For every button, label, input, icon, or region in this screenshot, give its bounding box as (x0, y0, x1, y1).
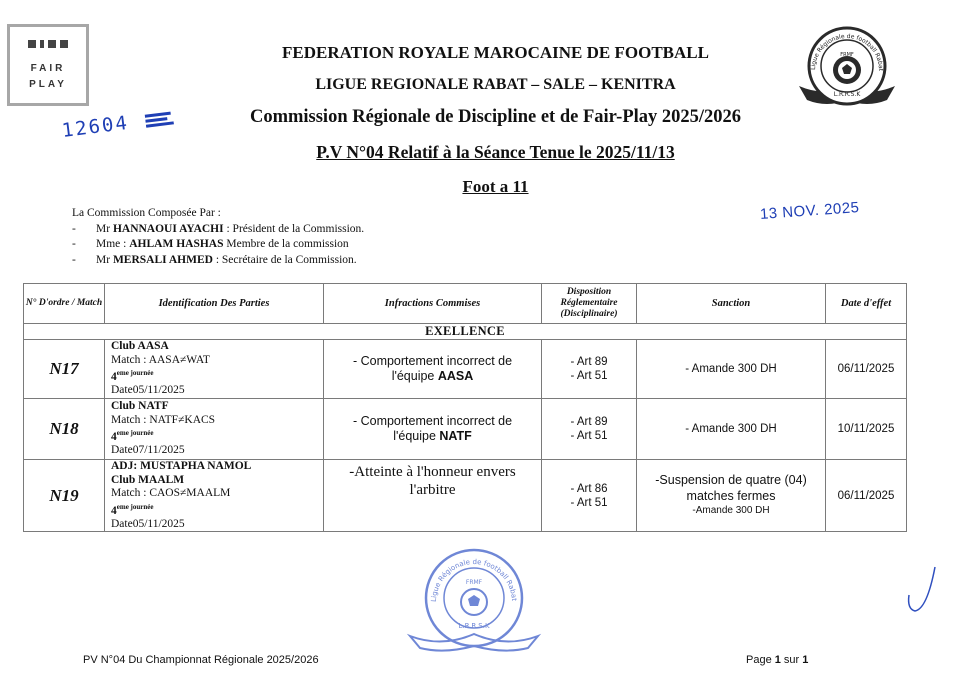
page-separator: sur (780, 654, 803, 666)
row-disposition (542, 399, 637, 460)
match-line: Match : CAOS≠MAALM (111, 487, 231, 499)
header-date: Date d'effet (826, 284, 907, 324)
league-logo-abbr: L.R.R.S.K (833, 91, 861, 98)
member-role: : Président de la Commission. (223, 222, 365, 235)
member-title: Mme : (96, 238, 130, 250)
fairplay-line1: FAIR (30, 63, 66, 74)
header-sanction: Sanction (637, 284, 826, 324)
row-order: N18 (24, 399, 105, 460)
journee-suffix: eme journée (116, 369, 154, 378)
commission-intro: La Commission Composée Par : (72, 207, 221, 219)
commission-title: Commission Régionale de Discipline et de Fair-Play 2025/2026 (249, 107, 742, 127)
row-disposition (542, 460, 637, 532)
date-line: Date05/11/2025 (111, 517, 185, 530)
referee-assistant: ADJ: MUSTAPHA NAMOL (111, 460, 252, 472)
infraction-team: AASA (437, 369, 474, 383)
header-infractions: Infractions Commises (324, 284, 542, 324)
stamp-number: 12604 (60, 111, 131, 142)
club-name: Club AASA (111, 340, 169, 353)
date-line: Date07/11/2025 (111, 444, 185, 457)
federation-title: FEDERATION ROYALE MAROCAINE DE FOOTBALL (282, 43, 709, 62)
league-logo-inner: FRMF (840, 52, 854, 58)
league-title: LIGUE REGIONALE RABAT – SALE – KENITRA (315, 76, 676, 93)
article-line: - Art 51 (570, 430, 608, 442)
match-line: Match : AASA≠WAT (111, 353, 210, 366)
row-infraction (324, 399, 542, 460)
page-current: 1 (774, 654, 781, 666)
table-row (24, 340, 907, 399)
journee-suffix: eme journée (116, 502, 154, 511)
member-title: Mr (96, 253, 113, 266)
article-line: - Art 89 (570, 416, 608, 428)
row-order: N19 (24, 460, 105, 532)
table-row (24, 399, 907, 460)
article-line: - Art 51 (570, 496, 608, 509)
header-order: N° D'ordre / Match (24, 284, 105, 324)
commission-members (72, 206, 364, 268)
journee-line (111, 501, 323, 518)
article-line: - Art 86 (570, 482, 608, 495)
match-line: Match : NATF≠KACS (111, 413, 216, 426)
page-number (746, 654, 808, 666)
league-logo-ring-text: Ligue Régionale de football Rabat (809, 32, 885, 72)
member-name: MERSALI AHMED (112, 253, 213, 266)
date-stamp: 13 NOV. 2025 (759, 199, 861, 223)
member-role: : Secrétaire de la Commission. (212, 253, 357, 266)
row-identification (105, 460, 324, 532)
member-row: - Mr MERSALI AHMED : Secrétaire de la Commission. (72, 253, 357, 266)
row-sanction (637, 460, 826, 532)
article-line: - Art 51 (570, 370, 608, 382)
infraction-team: NATF (439, 429, 472, 443)
date-line: Date05/11/2025 (111, 384, 185, 397)
row-identification (105, 340, 324, 399)
stamp-abbr: L.R.R.S.K (458, 622, 490, 630)
section-label: EXELLENCE (24, 324, 907, 340)
member-name: AHLAM HASHAS (129, 238, 224, 250)
row-identification (105, 399, 324, 460)
member-name: HANNAOUI AYACHI (112, 222, 224, 235)
category-title: Foot a 11 (462, 177, 529, 196)
infraction-text: - Comportement incorrect de l'équipe (352, 414, 513, 443)
sanction-sub: -Amande 300 DH (692, 505, 770, 517)
header-identification: Identification Des Parties (105, 284, 324, 324)
footer-title: PV N°04 Du Championnat Régionale 2025/2026 (83, 654, 319, 666)
row-infraction: -Atteinte à l'honneur envers l'arbitre (324, 460, 542, 532)
stamp-ring-text: Ligue Régionale de football Rabat (429, 557, 519, 603)
league-round-stamp (404, 544, 544, 654)
row-disposition (542, 340, 637, 399)
row-infraction (324, 340, 542, 399)
section-row (24, 324, 907, 340)
sanctions-table (23, 283, 907, 532)
row-order: N17 (24, 340, 105, 399)
club-name: Club MAALM (111, 473, 185, 486)
sanction-main: -Suspension de quatre (04) matches fermes (655, 473, 807, 503)
row-sanction: - Amande 300 DH (637, 399, 826, 460)
page-prefix: Page (746, 654, 775, 666)
journee-suffix: eme journée (116, 429, 154, 438)
row-effect-date: 06/11/2025 (826, 340, 907, 399)
signature-check-icon (905, 565, 945, 620)
journee-number: 4 (111, 370, 117, 383)
journee-line (111, 427, 323, 444)
pv-title: P.V N°04 Relatif à la Séance Tenue le 2025/11/13 (316, 142, 675, 162)
infraction-text: - Comportement incorrect de l'équipe (352, 354, 513, 383)
member-title: Mr (96, 222, 113, 235)
journee-number: 4 (111, 430, 117, 443)
table-row (24, 460, 907, 532)
member-row: - Mr HANNAOUI AYACHI : Président de la Commission. (72, 222, 365, 235)
row-effect-date: 10/11/2025 (826, 399, 907, 460)
club-name: Club NATF (111, 400, 169, 413)
row-sanction: - Amande 300 DH (637, 340, 826, 399)
member-role: Membre de la commission (223, 238, 349, 250)
page-total: 1 (802, 654, 809, 666)
fairplay-line2: PLAY (29, 79, 67, 90)
journee-line (111, 367, 323, 384)
member-row: - Mme : AHLAM HASHAS Membre de la commission (72, 238, 349, 250)
journee-number: 4 (111, 504, 117, 517)
article-line: - Art 89 (570, 356, 608, 368)
row-effect-date: 06/11/2025 (826, 460, 907, 532)
table-header-row (24, 284, 907, 324)
league-logo (797, 24, 897, 116)
header-disposition: Disposition Réglementaire (Disciplinaire) (542, 284, 637, 324)
stamp-inner: FRMF (465, 579, 483, 586)
